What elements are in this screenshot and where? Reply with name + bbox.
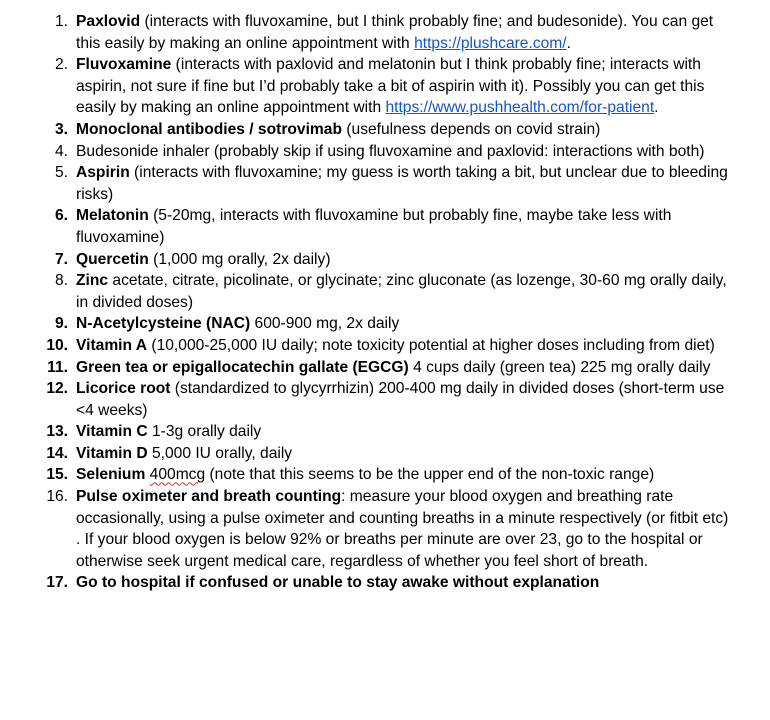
pushhealth-link[interactable]: https://www.pushhealth.com/for-patient [385, 99, 655, 117]
item-text-end: . [566, 34, 571, 52]
item-title: Quercetin [76, 250, 149, 268]
item-text-end: (note that this seems to be the upper end of the non-toxic range) [205, 466, 655, 484]
item-number: 11. [47, 358, 68, 376]
item-text: 1-3g orally daily [147, 423, 262, 441]
list-item-1 [0, 11, 730, 54]
item-number: 17. [46, 574, 68, 592]
item-number: 5. [54, 164, 68, 182]
item-text: (10,000-25,000 IU daily; note toxicity potential at higher doses including from diet) [147, 336, 715, 354]
list-item-12 [0, 378, 730, 421]
list-item-6 [0, 205, 730, 248]
recommendation-list [0, 11, 730, 594]
item-text: 5,000 IU orally, daily [147, 444, 293, 462]
item-title: Green tea or epigallocatechin gallate (EGCG) [76, 358, 409, 376]
list-item-3 [0, 119, 730, 141]
list-item-5 [0, 162, 730, 205]
spellcheck-flagged-word[interactable]: 400mcg [149, 466, 206, 484]
item-text: Budesonide inhaler (probably skip if using fluvoxamine and paxlovid: interactions with both) [76, 142, 705, 160]
item-text: (standardized to glycyrrhizin) 200-400 mg daily in divided doses (short-term use <4 weeks) [76, 380, 725, 419]
item-text: 4 cups daily (green tea) 225 mg orally daily [408, 358, 711, 376]
item-title: Paxlovid [76, 13, 141, 30]
item-number: 9. [54, 315, 68, 333]
item-text: (1,000 mg orally, 2x daily) [148, 250, 331, 268]
item-text: 600-900 mg, 2x daily [250, 315, 400, 333]
item-number: 16. [46, 488, 68, 506]
list-item-7 [0, 249, 730, 271]
item-number: 15. [46, 466, 68, 484]
item-title: Go to hospital if confused or unable to stay awake without explanation [76, 574, 600, 592]
item-number: 1. [54, 13, 68, 30]
item-title: Vitamin C [76, 423, 148, 441]
item-number: 4. [54, 142, 68, 160]
list-item-9 [0, 313, 730, 335]
item-number: 6. [54, 207, 68, 225]
item-title: Aspirin [76, 164, 130, 182]
item-text: : measure your blood oxygen and breathing rate occasionally, using a pulse oximeter and counting breaths in a minute respectively (or fitbit etc) . If your blood oxygen is below 92% or breaths per minute are over 23, go to the hospital or otherwise seek urgent medical care, regardless of whether you feel short of breath. [76, 488, 729, 570]
item-number: 12. [46, 380, 68, 398]
item-title: Melatonin [76, 207, 149, 225]
list-item-14 [0, 443, 730, 465]
item-title: Monoclonal antibodies / sotrovimab [76, 120, 342, 138]
list-item-4 [0, 141, 730, 163]
item-title: Fluvoxamine [76, 56, 172, 74]
list-item-16 [0, 486, 730, 572]
item-text-end: . [654, 99, 659, 117]
item-number: 3. [54, 120, 68, 138]
list-item-10 [0, 335, 730, 357]
item-title: Vitamin A [76, 336, 148, 354]
item-text: (interacts with paxlovid and melatonin but I think probably fine; interacts with aspirin, not sure if fine but I’d probably take a bit of aspirin with it). Possibly you can get this easily by making an online appointment with [76, 56, 705, 117]
item-number: 2. [54, 56, 68, 74]
list-item-13 [0, 421, 730, 443]
item-number: 13. [46, 423, 68, 441]
list-item-2 [0, 54, 730, 119]
plushcare-link[interactable]: https://plushcare.com/ [414, 34, 567, 52]
item-number: 7. [54, 250, 68, 268]
item-title: Zinc [76, 272, 109, 290]
item-title: Pulse oximeter and breath counting [76, 488, 342, 506]
item-title: Vitamin D [76, 444, 148, 462]
item-title: Licorice root [76, 380, 171, 398]
item-number: 10. [46, 336, 68, 354]
item-text: (usefulness depends on covid strain) [342, 120, 601, 138]
list-item-17 [0, 572, 730, 594]
list-item-15 [0, 464, 730, 486]
item-text: (5-20mg, interacts with fluvoxamine but probably fine, maybe take less with fluvoxamine) [76, 207, 672, 246]
item-number: 14. [46, 444, 68, 462]
item-text: acetate, citrate, picolinate, or glycinate; zinc gluconate (as lozenge, 30-60 mg orally daily, in divided doses) [76, 272, 727, 311]
item-title: Selenium [76, 466, 146, 484]
list-item-11 [0, 357, 730, 379]
list-item-8 [0, 270, 730, 313]
item-text: (interacts with fluvoxamine; my guess is worth taking a bit, but unclear due to bleeding risks) [76, 164, 728, 203]
item-text: (interacts with fluvoxamine, but I think probably fine; and budesonide). You can get this easily by making an online appointment with [76, 13, 714, 52]
item-number: 8. [54, 272, 68, 290]
item-title: N-Acetylcysteine (NAC) [76, 315, 251, 333]
